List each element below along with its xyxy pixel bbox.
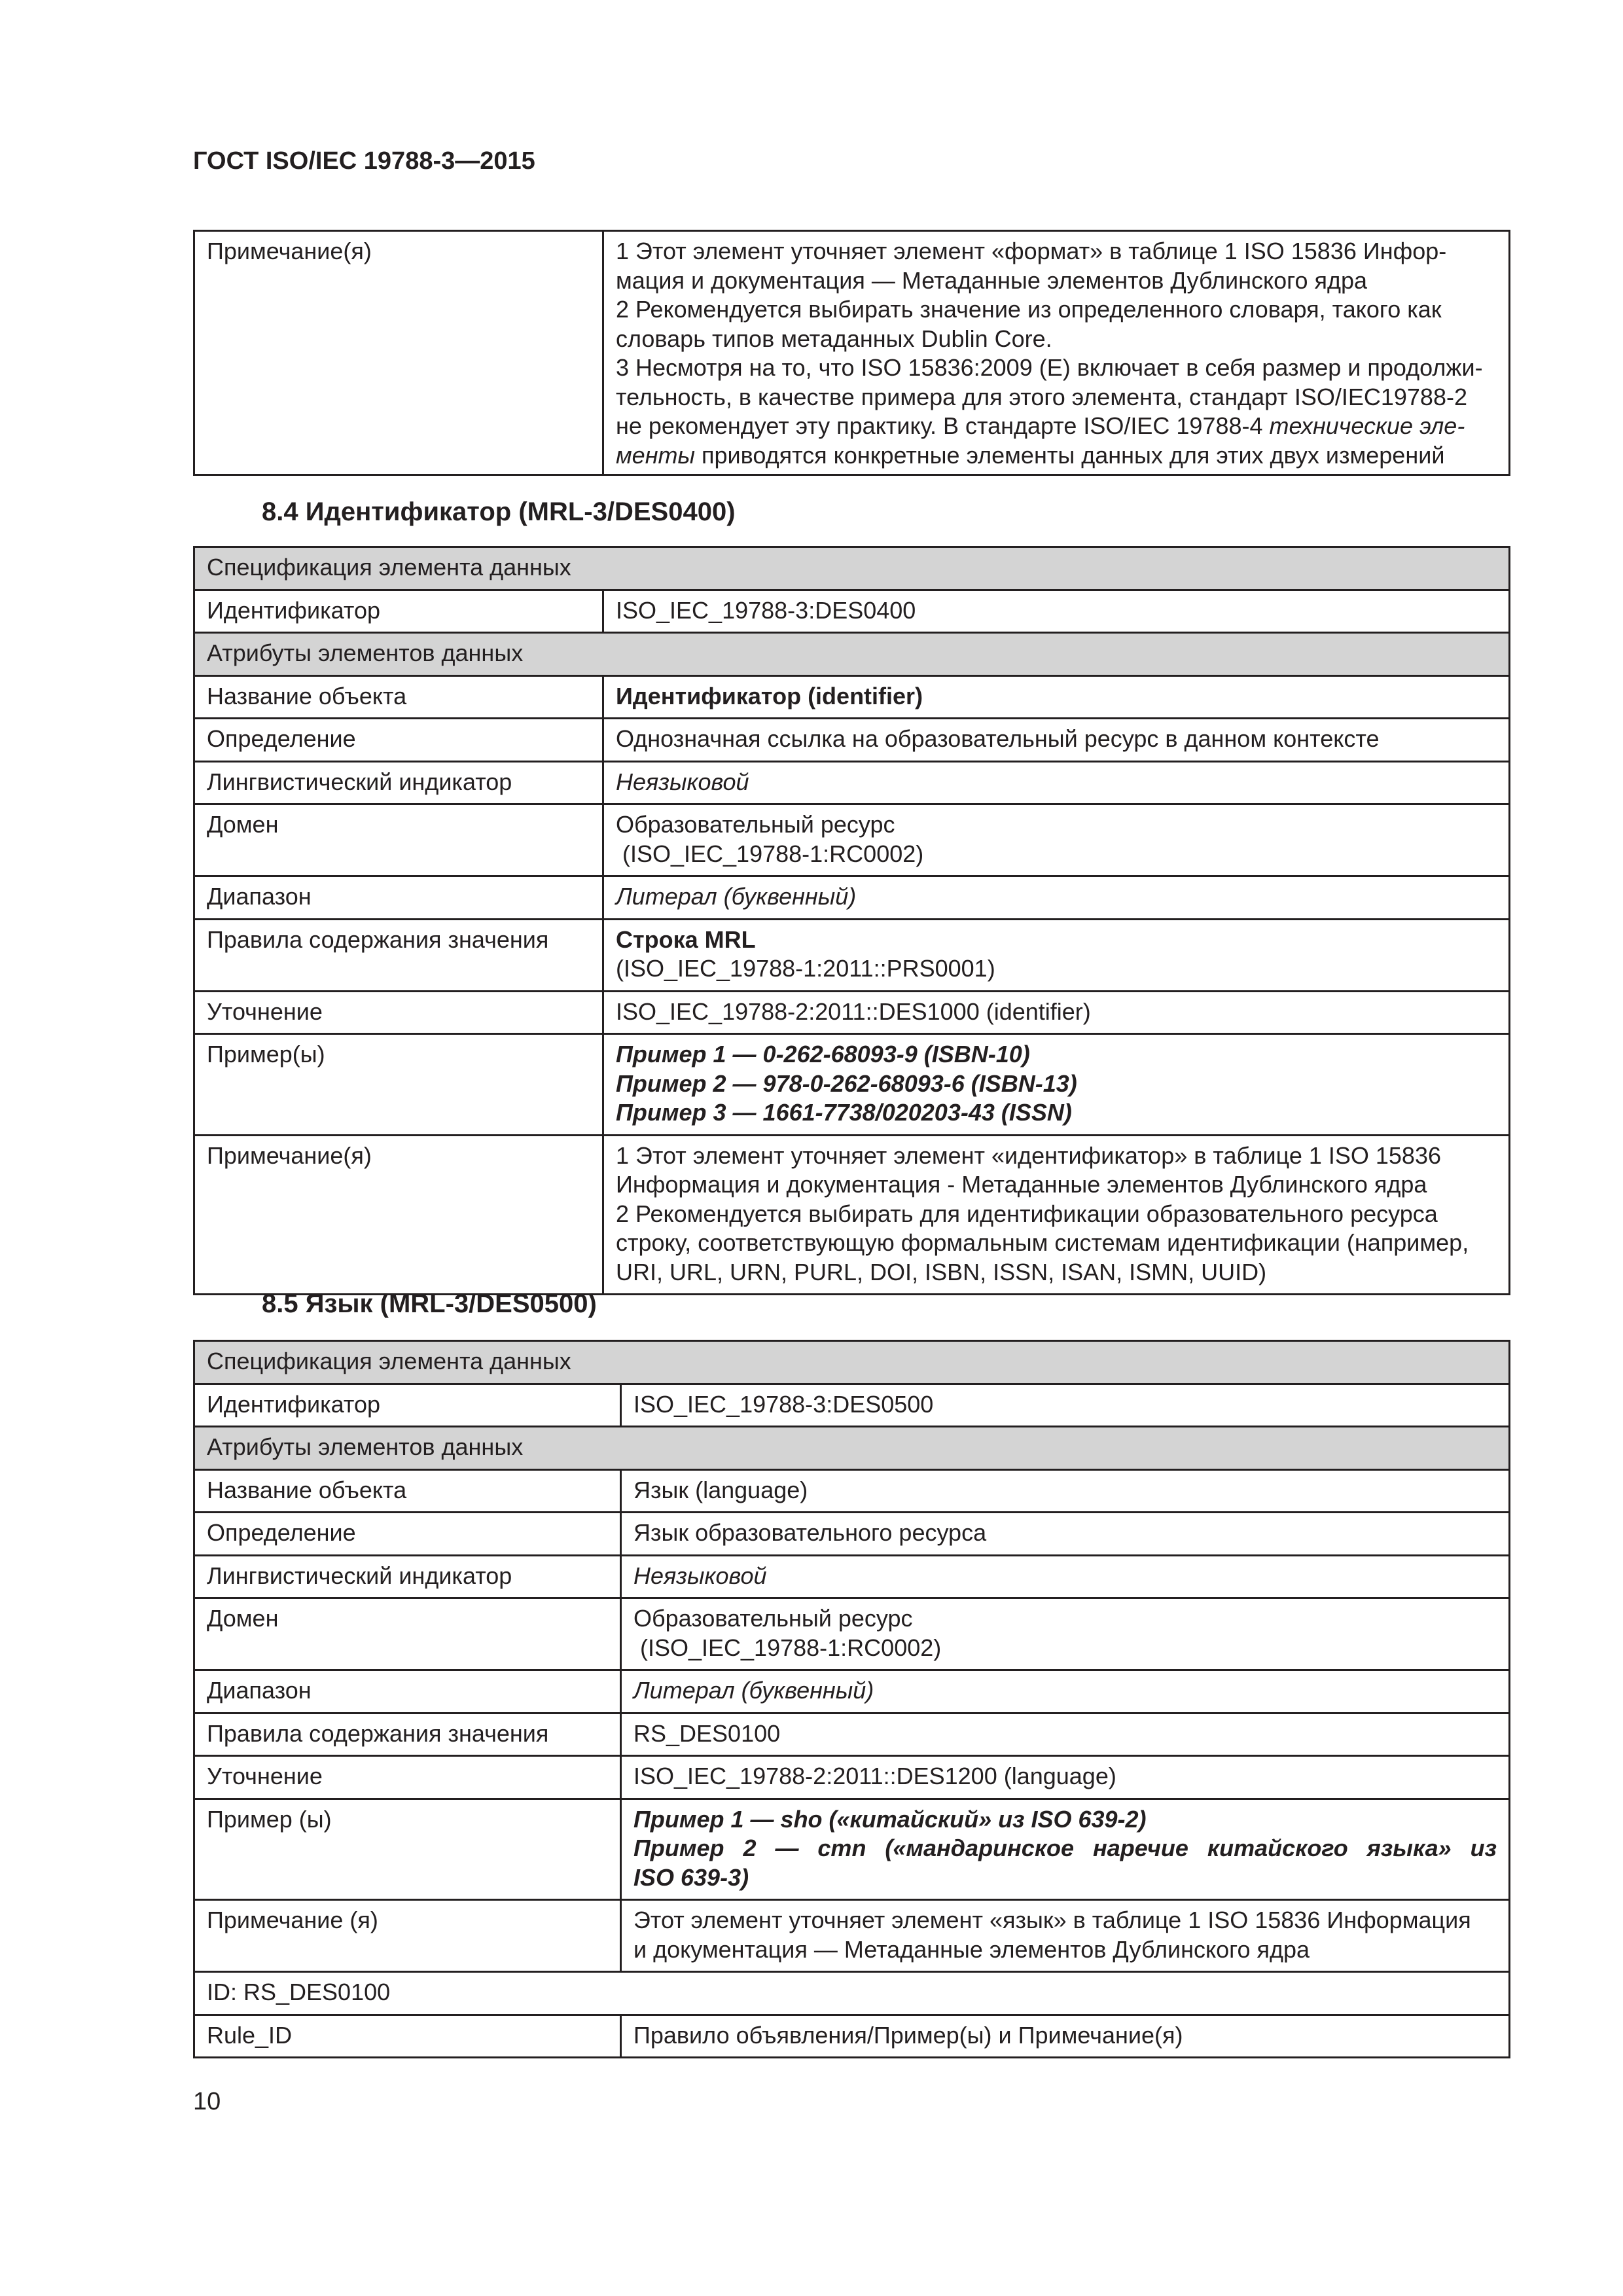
value-line: (ISO_IEC_19788-1:RC0002) xyxy=(616,840,924,867)
value-line: (ISO_IEC_19788-1:RC0002) xyxy=(633,1634,942,1661)
notes-table-continued xyxy=(193,230,1510,476)
table-row xyxy=(194,1034,1510,1136)
row-label: Правила содержания значения xyxy=(194,919,603,991)
note-line: 3 Несмотря на то, что ISO 15836:2009 (E) включает в себя размер и продолжи- xyxy=(616,354,1483,381)
row-label: Пример (ы) xyxy=(194,1799,621,1900)
note-italic-text: технические эле- xyxy=(1269,412,1465,439)
example-line: Пример 1 — 0-262-68093-9 (ISBN-10) xyxy=(616,1041,1030,1067)
row-value xyxy=(621,1900,1510,1972)
note-line xyxy=(616,441,1497,471)
row-value: RS_DES0100 xyxy=(621,1713,1510,1756)
row-label: Идентификатор xyxy=(194,1384,621,1427)
row-value: ISO_IEC_19788-2:2011::DES1200 (language) xyxy=(621,1756,1510,1799)
table-row xyxy=(194,719,1510,762)
table-row xyxy=(194,231,1510,475)
row-label: Правила содержания значения xyxy=(194,1713,621,1756)
document-header: ГОСТ ISO/IEC 19788-3—2015 xyxy=(193,147,535,175)
example-line: ISO 639-3) xyxy=(633,1863,749,1891)
note-line: тельность, в качестве примера для этого элемента, стандарт ISO/IEC19788-2 xyxy=(616,383,1467,410)
table-row xyxy=(194,1341,1510,1384)
table-row xyxy=(194,1799,1510,1900)
value-line: Строка MRL xyxy=(616,925,756,953)
row-value: Язык (language) xyxy=(621,1469,1510,1513)
attr-header: Атрибуты элементов данных xyxy=(194,1427,1510,1470)
note-text: не рекомендует эту практику. В стандарте ISO/IEC 19788-4 xyxy=(616,412,1270,439)
table-row xyxy=(194,1598,1510,1670)
language-spec-table xyxy=(193,1340,1510,2058)
note-line: словарь типов метаданных Dublin Core. xyxy=(616,325,1052,352)
row-label: Домен xyxy=(194,804,603,876)
table-row xyxy=(194,1972,1510,2015)
row-label: Название объекта xyxy=(194,675,603,719)
table-row xyxy=(194,1756,1510,1799)
table-row xyxy=(194,675,1510,719)
table-row xyxy=(194,590,1510,633)
row-value: Литерал (буквенный) xyxy=(603,876,1510,920)
row-label: Rule_ID xyxy=(194,2015,621,2058)
note-line: 1 Этот элемент уточняет элемент «формат» в таблице 1 ISO 15836 Инфор- xyxy=(616,238,1447,264)
example-line: Пример 2 — cmn («мандаринское наречие китайского языка» из xyxy=(633,1835,1497,1861)
row-label: Определение xyxy=(194,1513,621,1556)
notes-value xyxy=(603,231,1510,475)
rule-id-cell: ID: RS_DES0100 xyxy=(194,1972,1510,2015)
row-label: Лингвистический индикатор xyxy=(194,1555,621,1598)
row-value xyxy=(603,1135,1510,1295)
row-value: Язык образовательного ресурса xyxy=(621,1513,1510,1556)
note-line: 2 Рекомендуется выбирать значение из определенного словаря, такого как xyxy=(616,296,1442,323)
table-row xyxy=(194,547,1510,590)
row-value: Идентификатор (identifier) xyxy=(603,675,1510,719)
identifier-spec-table xyxy=(193,546,1510,1295)
row-value: ISO_IEC_19788-3:DES0400 xyxy=(603,590,1510,633)
row-label: Уточнение xyxy=(194,1756,621,1799)
table-row xyxy=(194,761,1510,804)
table-row xyxy=(194,1135,1510,1295)
row-label: Идентификатор xyxy=(194,590,603,633)
row-value: Правило объявления/Пример(ы) и Примечание(я) xyxy=(621,2015,1510,2058)
table-row xyxy=(194,1384,1510,1427)
section-heading-8-5: 8.5 Язык (MRL-3/DES0500) xyxy=(262,1289,597,1318)
notes-label: Примечание(я) xyxy=(194,231,603,475)
note-line: мация и документация — Метаданные элементов Дублинского ядра xyxy=(616,266,1368,294)
table-row xyxy=(194,804,1510,876)
row-label: Лингвистический индикатор xyxy=(194,761,603,804)
table-row xyxy=(194,633,1510,676)
spec-header: Спецификация элемента данных xyxy=(194,547,1510,590)
row-label: Диапазон xyxy=(194,876,603,920)
note-line: URI, URL, URN, PURL, DOI, ISBN, ISSN, ISAN, ISMN, UUID) xyxy=(616,1258,1267,1285)
row-value: ISO_IEC_19788-3:DES0500 xyxy=(621,1384,1510,1427)
row-value xyxy=(621,1598,1510,1670)
table-row xyxy=(194,1513,1510,1556)
value-line: Образовательный ресурс xyxy=(633,1605,913,1632)
row-value: Неязыковой xyxy=(603,761,1510,804)
table-row xyxy=(194,876,1510,920)
row-value: ISO_IEC_19788-2:2011::DES1000 (identifier) xyxy=(603,991,1510,1034)
table-row xyxy=(194,1469,1510,1513)
row-value: Однозначная ссылка на образовательный ресурс в данном контексте xyxy=(603,719,1510,762)
note-italic-text: менты xyxy=(616,441,695,469)
page-number: 10 xyxy=(193,2088,221,2115)
row-label: Пример(ы) xyxy=(194,1034,603,1136)
table-row xyxy=(194,991,1510,1034)
row-label: Примечание (я) xyxy=(194,1900,621,1972)
note-text: приводятся конкретные элементы данных для этих двух измерений xyxy=(695,441,1445,469)
table-row xyxy=(194,1427,1510,1470)
value-line: Образовательный ресурс xyxy=(616,811,895,838)
note-line: 1 Этот элемент уточняет элемент «идентификатор» в таблице 1 ISO 15836 xyxy=(616,1141,1441,1169)
note-line: и документация — Метаданные элементов Дублинского ядра xyxy=(633,1935,1310,1963)
row-label: Примечание(я) xyxy=(194,1135,603,1295)
table-row xyxy=(194,1713,1510,1756)
row-value xyxy=(621,1799,1510,1900)
row-value: Литерал (буквенный) xyxy=(621,1670,1510,1713)
note-line: Этот элемент уточняет элемент «язык» в таблице 1 ISO 15836 Информация xyxy=(633,1907,1471,1933)
row-value: Неязыковой xyxy=(621,1555,1510,1598)
row-value xyxy=(603,804,1510,876)
attr-header: Атрибуты элементов данных xyxy=(194,633,1510,676)
row-label: Уточнение xyxy=(194,991,603,1034)
value-line: (ISO_IEC_19788-1:2011::PRS0001) xyxy=(616,955,995,982)
row-value xyxy=(603,919,1510,991)
table-row xyxy=(194,1670,1510,1713)
table-row xyxy=(194,1900,1510,1972)
row-label: Домен xyxy=(194,1598,621,1670)
example-line: Пример 3 — 1661-7738/020203-43 (ISSN) xyxy=(616,1099,1072,1126)
example-line: Пример 1 — sho («китайский» из ISO 639-2) xyxy=(633,1805,1147,1833)
spec-header: Спецификация элемента данных xyxy=(194,1341,1510,1384)
row-label: Определение xyxy=(194,719,603,762)
note-line: Информация и документация - Метаданные элементов Дублинского ядра xyxy=(616,1171,1427,1198)
example-line: Пример 2 — 978-0-262-68093-6 (ISBN-13) xyxy=(616,1069,1077,1097)
row-value xyxy=(603,1034,1510,1136)
row-label: Название объекта xyxy=(194,1469,621,1513)
section-heading-8-4: 8.4 Идентификатор (MRL-3/DES0400) xyxy=(262,497,736,526)
note-line: 2 Рекомендуется выбирать для идентификации образовательного ресурса xyxy=(616,1200,1438,1227)
row-label: Диапазон xyxy=(194,1670,621,1713)
note-line: строку, соответствующую формальным системам идентификации (например, xyxy=(616,1229,1469,1256)
note-line xyxy=(616,412,1497,441)
table-row xyxy=(194,2015,1510,2058)
table-row xyxy=(194,1555,1510,1598)
table-row xyxy=(194,919,1510,991)
